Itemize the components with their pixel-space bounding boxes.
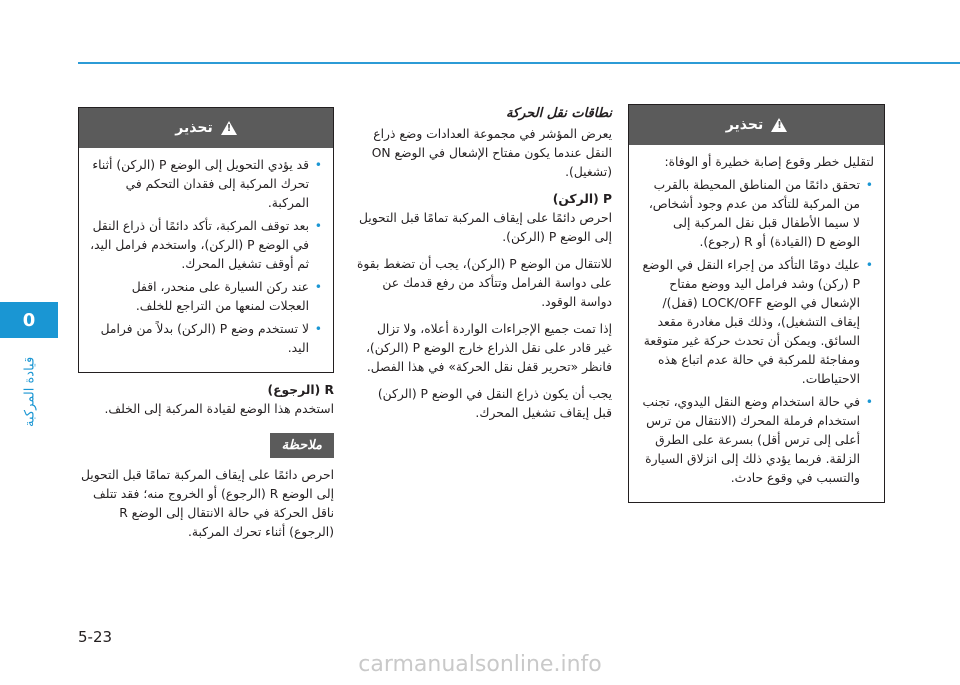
warning-bullet: • قد يؤدي التحويل إلى الوضع P (الركن) أثناء تحرك المركبة إلى فقدان التحكم في المركبة. <box>89 156 309 213</box>
note-text: احرص دائمًا على إيقاف المركبة تمامًا قبل التحويل إلى الوضع R (الرجوع) أو الخروج منه؛ فقد تتلف ناقل الحركة في حالة الانتقال إلى الوضع R (الرجوع) أثناء تحرك المركبة. <box>80 468 334 539</box>
warning-bullet: • لا تستخدم وضع P (الركن) بدلاً من فرامل اليد. <box>89 320 309 358</box>
left-column <box>78 107 334 550</box>
warning-bullet: • بعد توقف المركبة، تأكد دائمًا أن ذراع النقل في الوضع P (الركن)، واستخدم فرامل اليد، ثم أوقف تشغيل المحرك. <box>89 217 309 274</box>
warning-bullet: • تحقق دائمًا من المناطق المحيطة بالقرب من المركبة للتأكد من عدم وجود أشخاص، لا سيما الأطفال قبل نقل المركبة إلى الوضع D (القيادة) أو R (رجوع). <box>639 176 860 252</box>
warning-bullet: • عند ركن السيارة على منحدر، اقفل العجلات لمنعها من التراجع للخلف. <box>89 278 309 316</box>
note-title: ملاحظة <box>270 433 334 458</box>
warning-title: تحذير <box>725 116 764 133</box>
warning-box-right <box>628 104 885 503</box>
warning-bullet: • في حالة استخدام وضع النقل اليدوي، تجنب استخدام فرملة المحرك (الانتقال من ترس أعلى إلى ترس أقل) بسرعة على الطرق الزلقة. فربما يؤدي ذلك إلى انزلاق السيارة والتسبب في وقوع حادث. <box>639 393 860 488</box>
chapter-label: قيادة المركبة <box>22 356 38 428</box>
top-rule <box>78 62 960 64</box>
chapter-tab: 0 <box>0 302 58 338</box>
watermark: carmanualsonline.info <box>358 652 602 677</box>
park-text-2: للانتقال من الوضع P (الركن)، يجب أن تضغط بقوة على دواسة الفرامل وتتأكد من رفع قدمك عن دواسة الوقود. <box>356 257 612 309</box>
note-header-wrap <box>78 427 334 466</box>
warning-icon: ! <box>771 118 787 132</box>
warning-body <box>629 145 884 502</box>
warning-body <box>79 148 333 372</box>
right-column <box>628 104 885 503</box>
reverse-text: استخدم هذا الوضع لقيادة المركبة إلى الخلف. <box>104 402 334 416</box>
park-text-4: يجب أن يكون ذراع النقل في الوضع P (الركن) قبل إيقاف تشغيل المحرك. <box>377 387 612 420</box>
warning-header <box>629 105 884 145</box>
warning-bullet: • عليك دومًا التأكد من إجراء النقل في الوضع P (ركن) وشد فرامل اليد ووضع مفتاح الإشعال في الوضع LOCK/OFF (قفل)/ إيقاف التشغيل)، وذلك قبل مغادرة مقعد السائق. ويمكن أن تحدث حركة غير متوقعة ومفاجئة للمركبة في حالة عدم اتباع هذه الاحتياطات. <box>639 256 860 389</box>
warning-header <box>79 108 333 148</box>
park-text-3: إذا تمت جميع الإجراءات الواردة أعلاه، ولا تزال غير قادر على نقل الذراع خارج الوضع P (الركن)، فانظر «تحرير قفل نقل الحركة» في هذا الفصل. <box>365 322 612 374</box>
warning-box-left <box>78 107 334 373</box>
park-title: P (الركن) <box>552 192 612 206</box>
page-number: 5-23 <box>78 628 113 646</box>
warning-intro: لتقليل خطر وقوع إصابة خطيرة أو الوفاة: <box>664 155 874 169</box>
park-text-1: احرص دائمًا على إيقاف المركبة تمامًا قبل التحويل إلى الوضع P (الركن). <box>358 211 612 244</box>
display-text: يعرض المؤشر في مجموعة العدادات وضع ذراع النقل عندما يكون مفتاح الإشعال في الوضع ON (تشغيل). <box>371 127 612 179</box>
warning-icon: ! <box>221 121 237 135</box>
section-title: نطاقات نقل الحركة <box>505 106 612 121</box>
middle-column <box>357 104 612 431</box>
reverse-title: R (الرجوع) <box>267 383 334 397</box>
warning-title: تحذير <box>175 119 213 136</box>
